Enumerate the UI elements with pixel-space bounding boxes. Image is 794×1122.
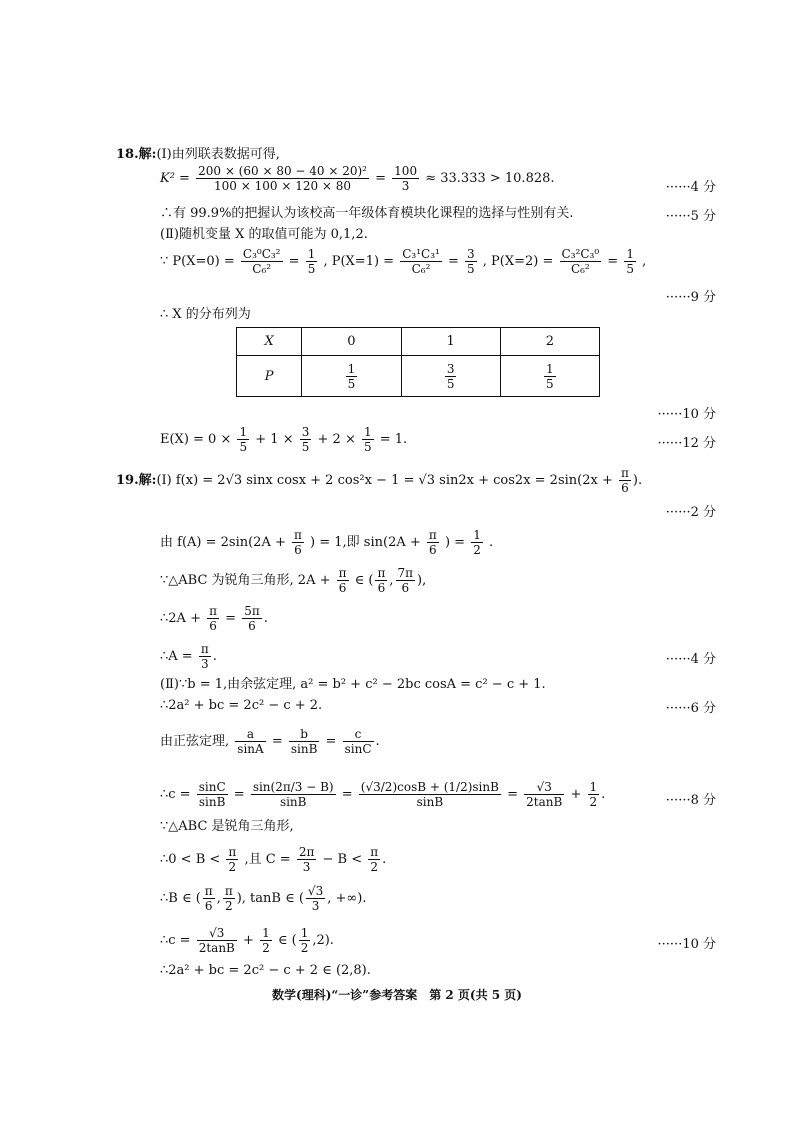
score-4b: ······4 分 bbox=[665, 652, 716, 667]
q18-dist-label: ∴ X 的分布列为 bbox=[160, 307, 251, 322]
q18-conclusion: ∴有 99.9%的把握认为该校高一年级体育模块化课程的选择与性别有关. bbox=[160, 206, 574, 221]
score-9: ······9 分 bbox=[665, 290, 716, 305]
score-6: ······6 分 bbox=[665, 701, 716, 716]
q18-probabilities: ∵ P(X=0) = $\frac{\text{C₃⁰C₃²}}{\text{C₆²}}$ = $\frac{1}{5}$ , P(X=1) = $\frac{\text{C₃¹C₃¹}}{\text{C₆²}}$ = $\frac{3}{5}$ , P(X=2) = $\frac{\text{C₃²C₃⁰}}{\text{C₆²}}$ = $\frac{1}{5}$ , bbox=[160, 247, 647, 276]
score-4: ······4 分 bbox=[665, 180, 716, 195]
table-cell: $\frac{1}{5}$ bbox=[500, 356, 599, 397]
table-header-p: P bbox=[237, 356, 302, 397]
q19-expr: ∴2a² + bc = 2c² − c + 2. bbox=[160, 698, 323, 713]
q19-B-range: ∴0 < B < $\frac{\pi}{2}$ ,且 C = $\frac{2\pi}{3}$ − B < $\frac{\pi}{2}$ . bbox=[160, 845, 387, 874]
table-row bbox=[237, 328, 600, 356]
table-cell: $\frac{1}{5}$ bbox=[302, 356, 401, 397]
score-2: ······2 分 bbox=[665, 505, 716, 520]
distribution-table bbox=[236, 327, 600, 397]
table-cell: $\frac{3}{5}$ bbox=[401, 356, 500, 397]
q19-part2: (Ⅱ)∵b = 1,由余弦定理, a² = b² + c² − 2bc cosA = c² − c + 1. bbox=[160, 677, 546, 692]
q19-acute2: ∵△ABC 是锐角三角形, bbox=[160, 819, 294, 834]
q18-part2-intro: (Ⅱ)随机变量 X 的取值可能为 0,1,2. bbox=[160, 227, 368, 242]
score-12: ······12 分 bbox=[657, 436, 716, 451]
q19-fA: 由 f(A) = 2sin(2A + $\frac{\pi}{6}$ ) = 1,即 sin(2A + $\frac{\pi}{6}$ ) = $\frac{1}{2}$ . bbox=[160, 528, 494, 557]
table-row bbox=[237, 356, 600, 397]
q19-c-range: ∴c = $\frac{√3}{2\tan B}$ + $\frac{1}{2}$ ∈ ( $\frac{1}{2}$ ,2). bbox=[160, 926, 334, 955]
q19-2A: ∴2A + $\frac{\pi}{6}$ = $\frac{5\pi}{6}$ . bbox=[160, 604, 268, 633]
q19-heading: 19.解:(Ⅰ) f(x) = 2√3 sinx cosx + 2 cos²x − 1 = √3 sin2x + cos2x = 2sin(2x + $\frac{\pi}{6}$ ). bbox=[116, 466, 643, 495]
score-10b: ······10 分 bbox=[657, 937, 716, 952]
page-footer: 数学(理科)“一诊”参考答案 第 2 页(共 5 页) bbox=[272, 988, 522, 1002]
q19-acute: ∵△ABC 为锐角三角形, 2A + $\frac{\pi}{6}$ ∈ ( $\frac{\pi}{6}$ , $\frac{7\pi}{6}$ ), bbox=[160, 566, 427, 595]
table-cell: 0 bbox=[302, 328, 401, 356]
score-5: ······5 分 bbox=[665, 209, 716, 224]
q19-A: ∴A = $\frac{\pi}{3}$ . bbox=[160, 642, 217, 671]
q18-expectation: E(X) = 0 × $\frac{1}{5}$ + 1 × $\frac{3}{5}$ + 2 × $\frac{1}{5}$ = 1. bbox=[160, 425, 408, 454]
table-header-x: X bbox=[237, 328, 302, 356]
q19-sine-rule: 由正弦定理, $\frac{a}{\sin A}$ = $\frac{b}{\sin B}$ = $\frac{c}{\sin C}$ . bbox=[160, 727, 380, 756]
q19-c-expression: ∴c = $\frac{\sin C}{\sin B}$ = $\frac{\sin(2\pi/3 - B)}{\sin B}$ = $\frac{(√3/2)\cos B + (1/2)\sin B}{\sin B}$ = $\frac{√3}{2\tan B}$ + $\frac{1}{2}$ . bbox=[160, 780, 606, 809]
q18-k2-formula: K² = $\frac{\text{200 × (60 × 80 − 40 × 20)²}}{100 \times 100 \times 120 \times 80}$ = $\frac{100}{3}$ ≈ 33.333 > 10.828. bbox=[160, 164, 555, 193]
table-cell: 2 bbox=[500, 328, 599, 356]
q18-heading: 18.解:(Ⅰ)由列联表数据可得, bbox=[116, 147, 280, 162]
k2-fraction: $\frac{\text{200 × (60 × 80 − 40 × 20)²}}{100 \times 100 \times 120 \times 80}$ bbox=[198, 164, 367, 193]
table-cell: 1 bbox=[401, 328, 500, 356]
score-8: ······8 分 bbox=[665, 793, 716, 808]
score-10: ······10 分 bbox=[657, 407, 716, 422]
k2-fraction-2: $\frac{100}{3}$ bbox=[394, 164, 418, 193]
q19-tanB: ∴B ∈ ( $\frac{\pi}{6}$ , $\frac{\pi}{2}$ ), tanB ∈ ( $\frac{√3}{3}$ , +∞). bbox=[160, 884, 367, 913]
q19-final: ∴2a² + bc = 2c² − c + 2 ∈ (2,8). bbox=[160, 963, 371, 978]
